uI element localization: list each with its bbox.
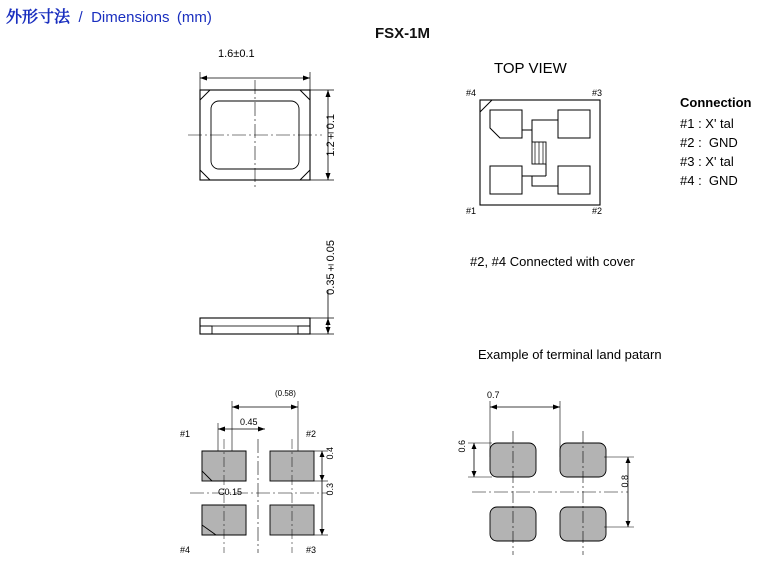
header-title-en: Dimensions bbox=[91, 9, 170, 26]
connection-title: Connection bbox=[680, 95, 752, 110]
side-thickness-dimension: 0.35±0.05 bbox=[325, 240, 337, 295]
outline-height-dimension: 1.2±0.1 bbox=[325, 114, 337, 157]
land-left-pin-4: #4 bbox=[180, 545, 191, 555]
land-left-pin-1: #1 bbox=[180, 429, 191, 439]
header-title-jp: 外形寸法 bbox=[6, 9, 71, 26]
note-land-pattern: Example of terminal land patarn bbox=[478, 347, 662, 362]
land-left-pin-2: #2 bbox=[306, 429, 317, 439]
connection-row-2: #2 : GND bbox=[680, 135, 738, 150]
outline-width-dimension: 1.6±0.1 bbox=[218, 48, 255, 60]
top-view-pin-3: #3 bbox=[592, 88, 603, 98]
outline-top-drawing bbox=[170, 48, 380, 248]
land-left-chamfer-note: C0.15 bbox=[218, 487, 243, 497]
header-separator: / bbox=[78, 9, 83, 26]
connection-row-4: #4 : GND bbox=[680, 173, 738, 188]
top-view-pin-2: #2 bbox=[592, 206, 603, 216]
land-left-dim-03: 0.3 bbox=[325, 483, 335, 496]
connection-block bbox=[680, 95, 752, 188]
land-left-pin-3: #3 bbox=[306, 545, 317, 555]
header-block bbox=[6, 4, 212, 27]
header-unit: (mm) bbox=[176, 9, 212, 26]
top-view-pin-1: #1 bbox=[466, 206, 477, 216]
land-left-dim-04: 0.4 bbox=[325, 447, 335, 460]
top-view-label: TOP VIEW bbox=[494, 60, 567, 77]
top-view-drawing bbox=[462, 90, 622, 225]
top-view-pin-4: #4 bbox=[466, 88, 477, 98]
side-view-drawing bbox=[170, 290, 380, 370]
page-title: FSX-1M bbox=[375, 25, 431, 42]
land-pattern-drawing bbox=[452, 385, 662, 570]
note-cover-connection: #2, #4 Connected with cover bbox=[470, 254, 635, 269]
land-left-dim-058: (0.58) bbox=[275, 389, 296, 398]
land-right-dim-08: 0.8 bbox=[620, 475, 630, 488]
land-left-dim-045: 0.45 bbox=[240, 417, 258, 427]
land-right-dim-06: 0.6 bbox=[457, 440, 467, 453]
connection-row-1: #1 : X' tal bbox=[680, 116, 734, 131]
connection-row-3: #3 : X' tal bbox=[680, 154, 734, 169]
land-right-dim-07: 0.7 bbox=[487, 390, 500, 400]
terminal-layout-drawing bbox=[170, 385, 360, 570]
